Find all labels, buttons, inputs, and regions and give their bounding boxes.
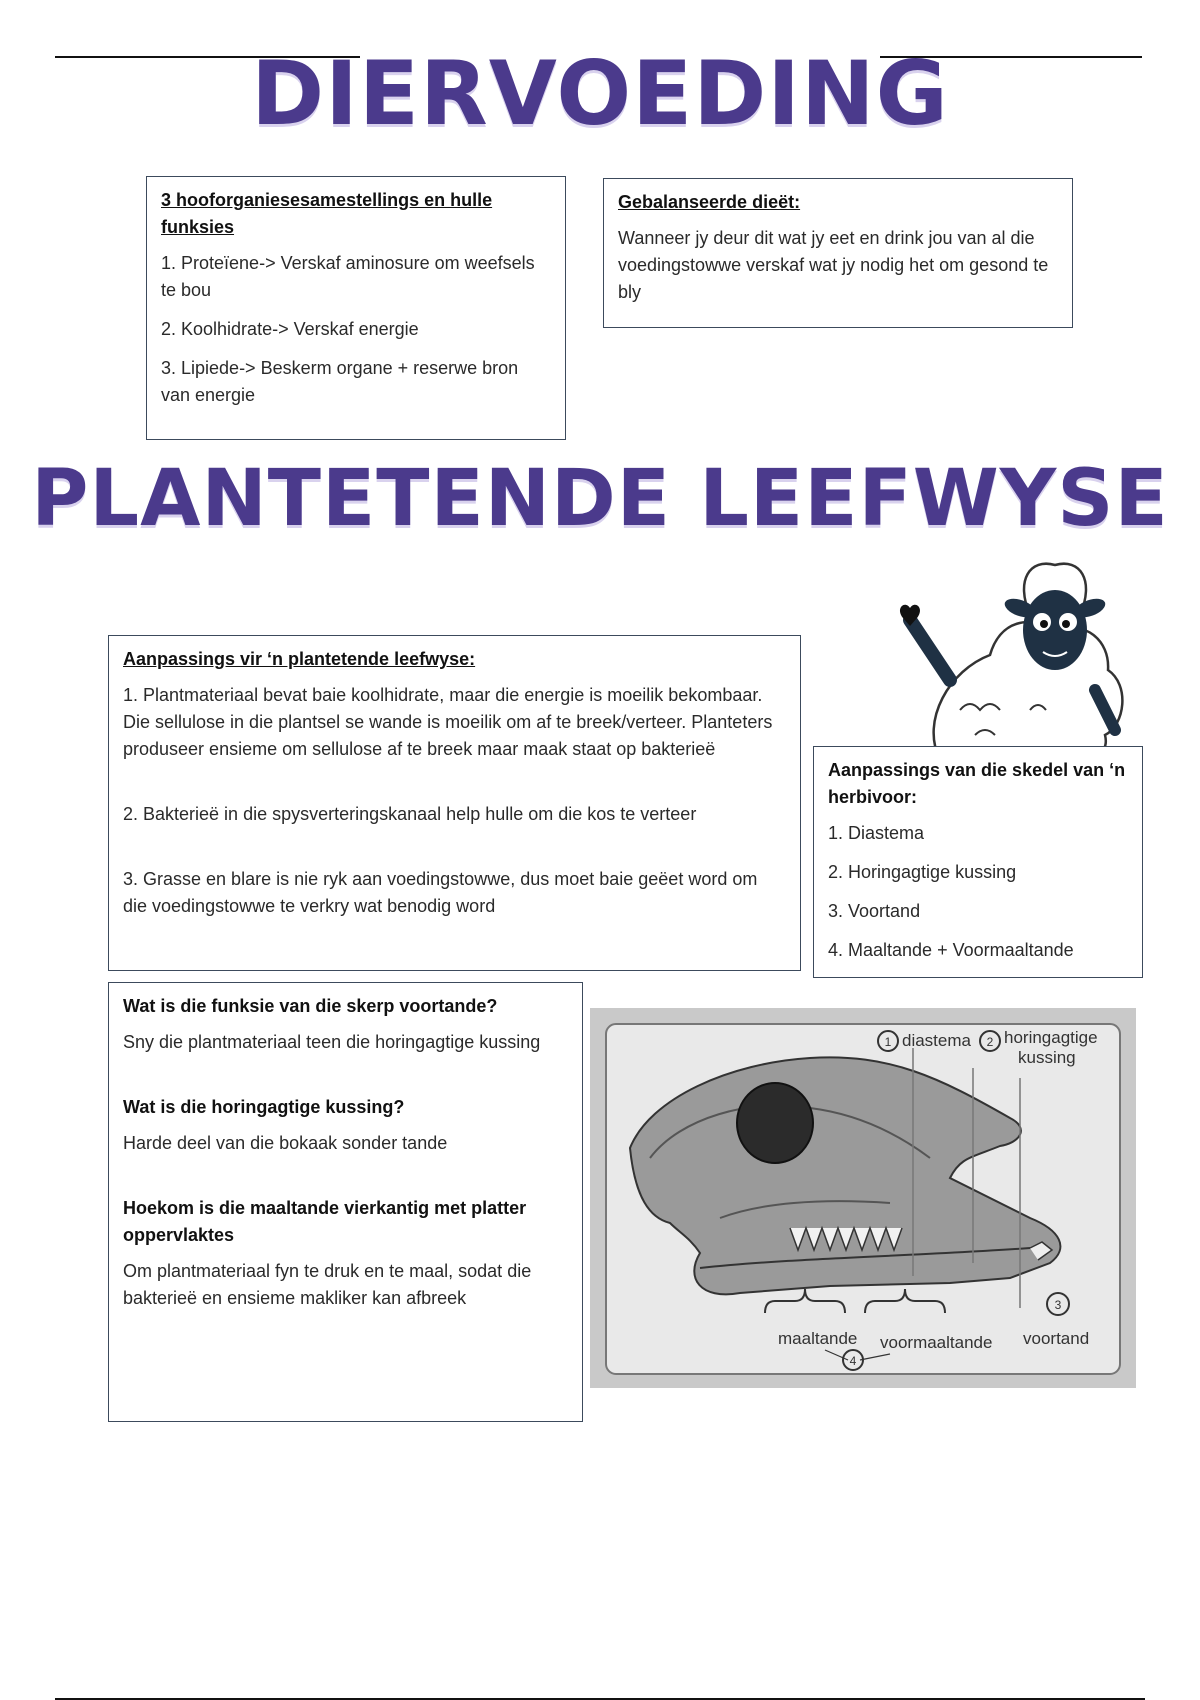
compound-item: 2. Koolhidrate-> Verskaf energie (161, 319, 419, 339)
skull-adaptations-box (813, 746, 1143, 978)
compounds-heading: 3 hooforganiesesamestellings en hulle funksies (161, 190, 493, 237)
diet-heading: Gebalanseerde dieët: (618, 192, 801, 212)
answer: Harde deel van die bokaak sonder tande (123, 1133, 448, 1153)
diet-box (603, 178, 1073, 328)
adaptations-box (108, 635, 801, 971)
question: Wat is die horingagtige kussing? (123, 1097, 405, 1117)
answer: Sny die plantmateriaal teen die horingagtige kussing (123, 1032, 541, 1052)
skull-adaptations-heading: Aanpassings van die skedel van ‘n herbivoor: (828, 760, 1126, 807)
adaptation-item: 2. Bakterieë in die spysverteringskanaal help hulle om die kos te verteer (123, 804, 697, 824)
compound-item: 3. Lipiede-> Beskerm organe + reserwe bron van energie (161, 358, 519, 405)
sheep-illustration (880, 560, 1140, 760)
label-diastema: diastema (902, 1031, 971, 1050)
skull-number-4: 4 (849, 1354, 857, 1368)
label-horn-pad-2: kussing (1018, 1048, 1076, 1067)
answer: Om plantmateriaal fyn te druk en te maal, sodat die bakterieë en ensieme makliker kan afbreek (123, 1261, 532, 1308)
skull-item: 2. Horingagtige kussing (828, 862, 1017, 882)
skull-number-2: 2 (986, 1035, 994, 1049)
label-incisor: voortand (1023, 1329, 1090, 1348)
compounds-box (146, 176, 566, 440)
compound-item: 1. Proteïene-> Verskaf aminosure om weefsels te bou (161, 253, 535, 300)
adaptation-item: 1. Plantmateriaal bevat baie koolhidrate, maar die energie is moeilik bekombaar. Die sellulose in die plantsel se wande is moeilik om af te breek/verteer. Planteters produseer ensieme om sellulose af te breek maar maak staat op bakterieë (123, 685, 773, 759)
skull-number-3: 3 (1054, 1298, 1062, 1312)
qa-box (108, 982, 583, 1422)
label-molars: maaltande (778, 1329, 858, 1348)
diet-text: Wanneer jy deur dit wat jy eet en drink jou van al die voedingstowwe verskaf wat jy nodig het om gesond te bly (618, 228, 1049, 302)
adaptations-heading: Aanpassings vir ‘n plantetende leefwyse: (123, 649, 476, 669)
adaptation-item: 3. Grasse en blare is nie ryk aan voedingstowwe, dus moet baie geëet word om die voedingstowwe te verkry wat benodig word (123, 869, 758, 916)
section-title: PLANTETENDE LEEFWYSE (31, 454, 1169, 544)
skull-number-1: 1 (884, 1035, 892, 1049)
label-horn-pad: horingagtige (1004, 1028, 1098, 1047)
skull-item: 1. Diastema (828, 823, 925, 843)
question: Hoekom is die maaltande vierkantig met platter oppervlaktes (123, 1198, 527, 1245)
skull-item: 4. Maaltande + Voormaaltande (828, 940, 1074, 960)
skull-diagram (590, 1008, 1136, 1388)
question: Wat is die funksie van die skerp voortande? (123, 996, 498, 1016)
label-premolars: voormaaltande (880, 1333, 993, 1352)
page-title: DIERVOEDING (251, 42, 949, 145)
skull-item: 3. Voortand (828, 901, 921, 921)
